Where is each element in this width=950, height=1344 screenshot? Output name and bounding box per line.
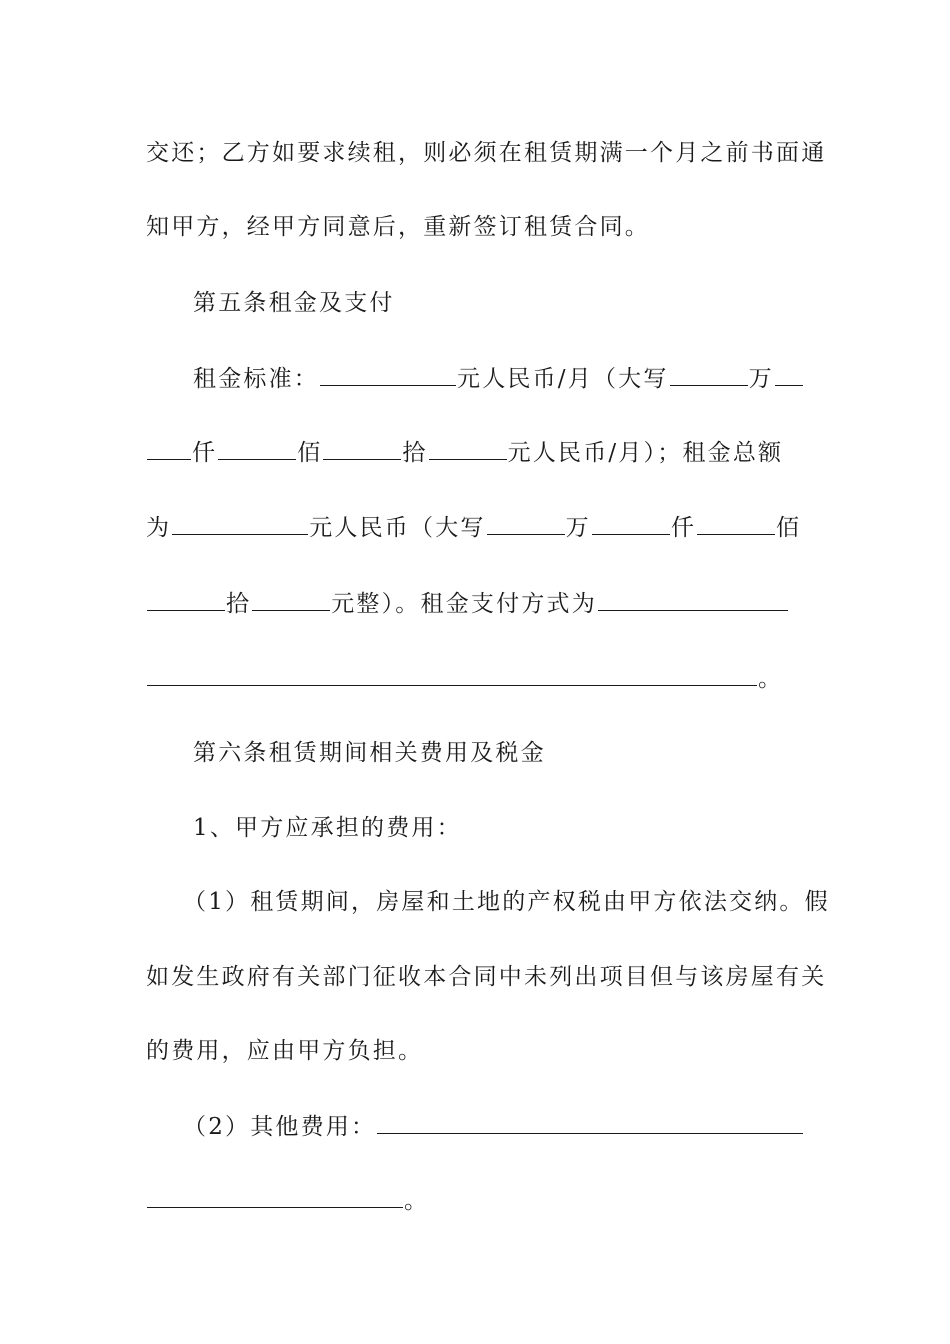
- other-fees-field-continued[interactable]: [147, 1187, 403, 1208]
- rent-line-5: [146, 664, 811, 694]
- blank-field[interactable]: [697, 514, 775, 535]
- other-fees-label: （2）其他费用：: [183, 1114, 377, 1140]
- rent-line-3: [146, 513, 811, 543]
- text-span: 仟: [670, 515, 697, 541]
- blank-field[interactable]: [487, 514, 565, 535]
- item-one-heading: 1、甲方应承担的费用：: [193, 815, 462, 841]
- blank-field[interactable]: [172, 514, 308, 535]
- text-span: 。: [404, 1188, 430, 1214]
- blank-field[interactable]: [147, 439, 191, 460]
- blank-field[interactable]: [429, 439, 507, 460]
- rent-line-1: [193, 364, 811, 394]
- payment-method-field-continued[interactable]: [147, 665, 757, 686]
- rent-line-4: [146, 589, 811, 619]
- rent-line-2: [146, 438, 811, 468]
- payment-method-field[interactable]: [598, 590, 788, 611]
- paragraph-line: 知甲方，经甲方同意后，重新签订租赁合同。: [146, 214, 650, 240]
- blank-field[interactable]: [592, 514, 670, 535]
- text-span: 为: [146, 515, 172, 541]
- text-span: 元整）。租金支付方式为: [331, 591, 597, 617]
- text-span: 仟: [192, 440, 218, 466]
- text-span: 。: [758, 666, 784, 692]
- paragraph-line: 如发生政府有关部门征收本合同中未列出项目但与该房屋有关: [146, 964, 827, 990]
- article-five-heading: 第五条租金及支付: [193, 290, 395, 316]
- blank-field[interactable]: [670, 365, 748, 386]
- text-span: 万: [748, 366, 774, 392]
- text-span: 拾: [402, 440, 428, 466]
- blank-field[interactable]: [147, 590, 225, 611]
- blank-field[interactable]: [323, 439, 401, 460]
- other-fees-line-2: [146, 1186, 811, 1216]
- paragraph-line: 交还；乙方如要求续租，则必须在租赁期满一个月之前书面通: [146, 140, 827, 166]
- text-span: 拾: [226, 591, 252, 617]
- text-span: 元人民币/月（大写: [457, 366, 669, 392]
- text-span: 元人民币/月）；租金总额: [507, 440, 784, 466]
- other-fees-field[interactable]: [377, 1113, 803, 1134]
- blank-field[interactable]: [320, 365, 456, 386]
- blank-field[interactable]: [775, 365, 803, 386]
- text-span: 佰: [297, 440, 323, 466]
- paragraph-line: 的费用，应由甲方负担。: [146, 1038, 424, 1064]
- blank-field[interactable]: [252, 590, 330, 611]
- article-six-heading: 第六条租赁期间相关费用及税金: [193, 740, 546, 766]
- paragraph-line: （1）租赁期间，房屋和土地的产权税由甲方依法交纳。假: [183, 889, 830, 915]
- blank-field[interactable]: [218, 439, 296, 460]
- rent-standard-label: 租金标准：: [193, 366, 319, 392]
- text-span: 万: [565, 515, 591, 541]
- text-span: 元人民币（大写: [309, 515, 486, 541]
- other-fees-line: [183, 1112, 811, 1142]
- text-span: 佰: [776, 515, 802, 541]
